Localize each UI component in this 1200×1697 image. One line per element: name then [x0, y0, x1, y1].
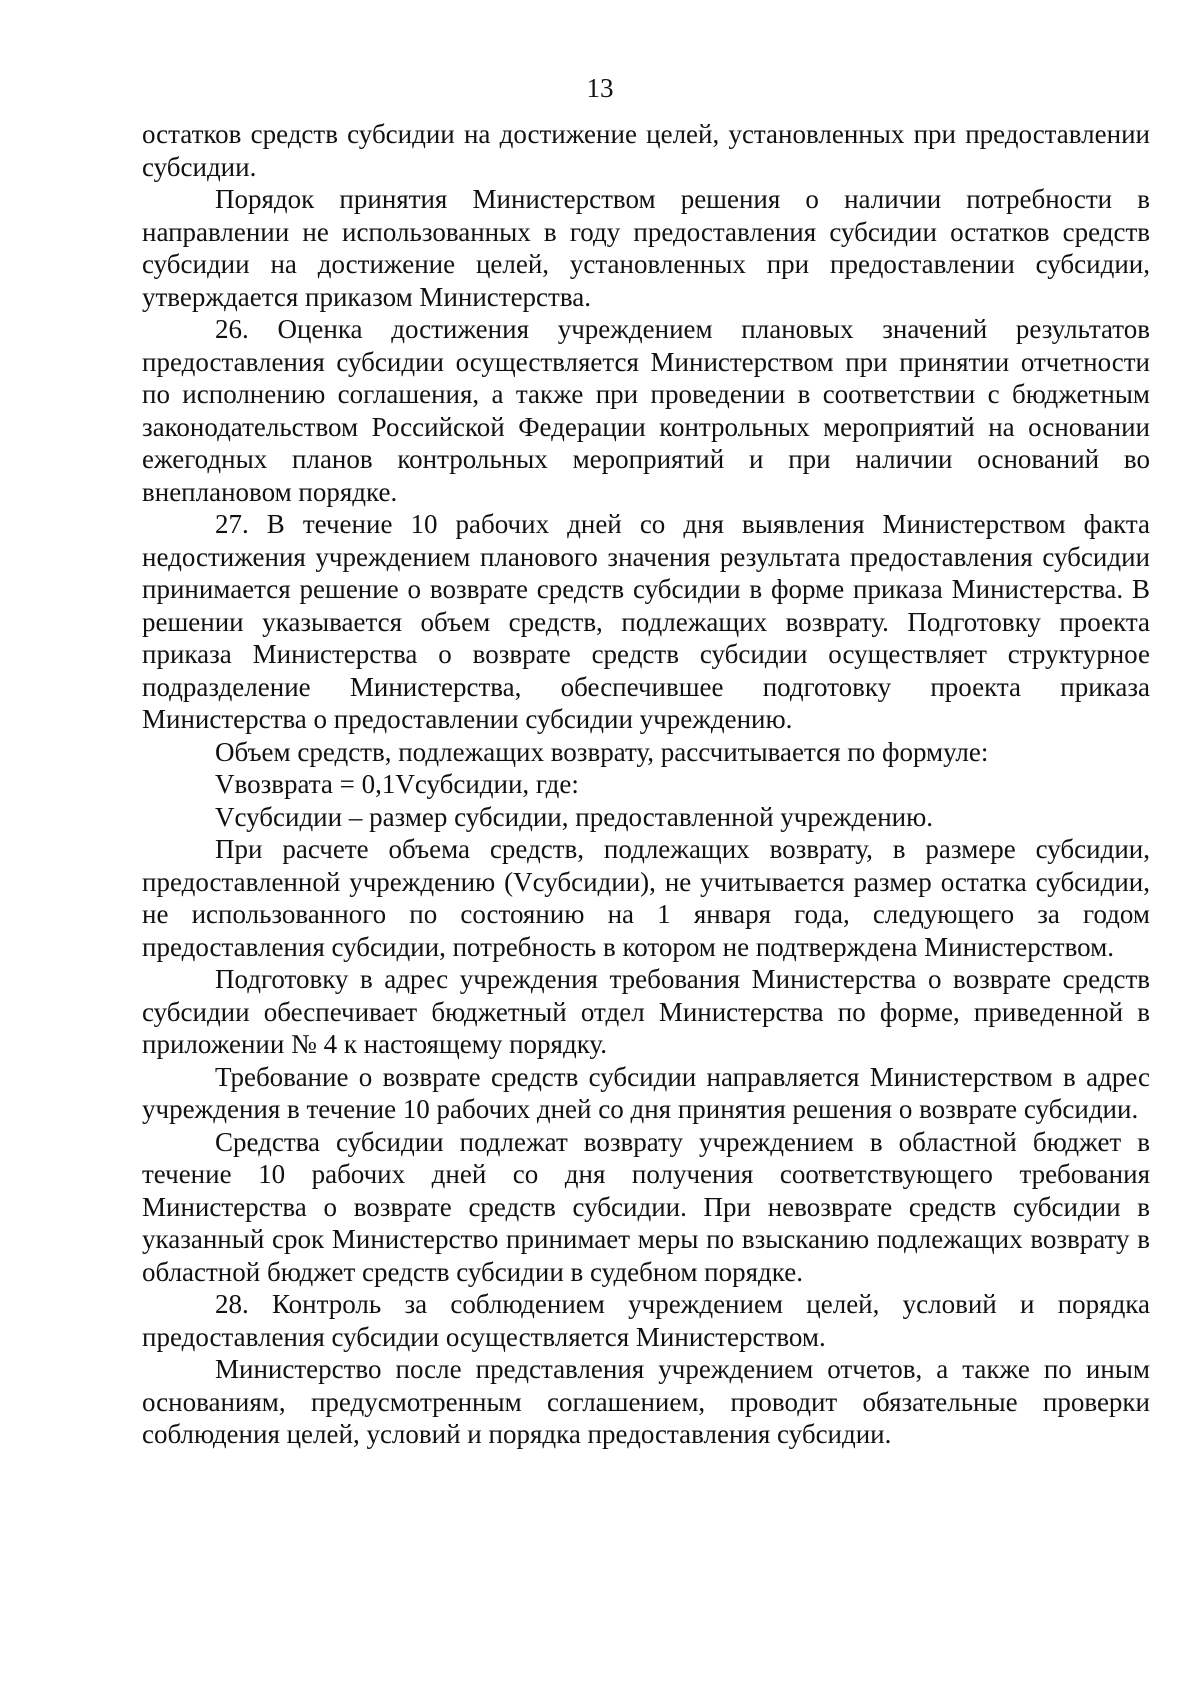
paragraph-item-26: 26. Оценка достижения учреждением плановых значений результатов предоставления субсидии осуществляется Министерством при принятии отчетности по исполнению соглашения, а также при проведении в соответствии с бюджетным законодательством Российской Федерации контрольных мероприятий на основании ежегодных планов контрольных мероприятий и при наличии оснований во внеплановом порядке. [142, 314, 1150, 507]
page-number: 13 [586, 73, 614, 103]
paragraph-item-28: 28. Контроль за соблюдением учреждением целей, условий и порядка предоставления субсидии осуществляется Министерством. [142, 1289, 1150, 1352]
paragraph-formula: Vвозврата = 0,1Vсубсидии, где: [215, 769, 579, 799]
paragraph-item-27: 27. В течение 10 рабочих дней со дня выявления Министерством факта недостижения учреждением планового значения результата предоставления субсидии принимается решение о возврате средств субсидии в форме приказа Министерства. В решении указывается объем средств, подлежащих возврату. Подготовку проекта приказа Министерства о возврате средств субсидии осуществляет структурное подразделение Министерства, обеспечившее подготовку проекта приказа Министерства о предоставлении субсидии учреждению. [142, 509, 1150, 734]
document-body [142, 118, 1150, 1451]
paragraph-requirement-preparation: Подготовку в адрес учреждения требования Министерства о возврате средств субсидии обеспечивает бюджетный отдел Министерства по форме, приведенной в приложении № 4 к настоящему порядку. [142, 964, 1150, 1059]
paragraph-formula-definition: Vсубсидии – размер субсидии, предоставленной учреждению. [215, 801, 934, 832]
paragraph-requirement-sending: Требование о возврате средств субсидии направляется Министерством в адрес учреждения в течение 10 рабочих дней со дня принятия решения о возврате субсидии. [142, 1061, 1150, 1124]
paragraph-calculation: При расчете объема средств, подлежащих возврату, в размере субсидии, предоставленной учреждению (Vсубсидии), не учитывается размер остатка субсидии, не использованного по состоянию на 1 января года, следующего за годом предоставления субсидии, потребность в котором не подтверждена Министерством. [142, 834, 1150, 962]
paragraph-refund: Средства субсидии подлежат возврату учреждением в областной бюджет в течение 10 рабочих дней со дня получения соответствующего требования Министерства о возврате средств субсидии. При невозврате средств субсидии в указанный срок Министерство принимает меры по взысканию подлежащих возврату в областной бюджет средств субсидии в судебном порядке. [142, 1126, 1150, 1287]
paragraph-procedure: Порядок принятия Министерством решения о наличии потребности в направлении не использованных в году предоставления субсидии остатков средств субсидии на достижение целей, установленных при предоставлении субсидии, утверждается приказом Министерства. [142, 184, 1150, 312]
paragraph-continuation: остатков средств субсидии на достижение целей, установленных при предоставлении субсидии. [142, 119, 1150, 182]
paragraph-formula-intro: Объем средств, подлежащих возврату, рассчитывается по формуле: [215, 736, 989, 767]
paragraph-inspections: Министерство после представления учреждением отчетов, а также по иным основаниям, предусмотренным соглашением, проводит обязательные проверки соблюдения целей, условий и порядка предоставления субсидии. [142, 1354, 1150, 1449]
